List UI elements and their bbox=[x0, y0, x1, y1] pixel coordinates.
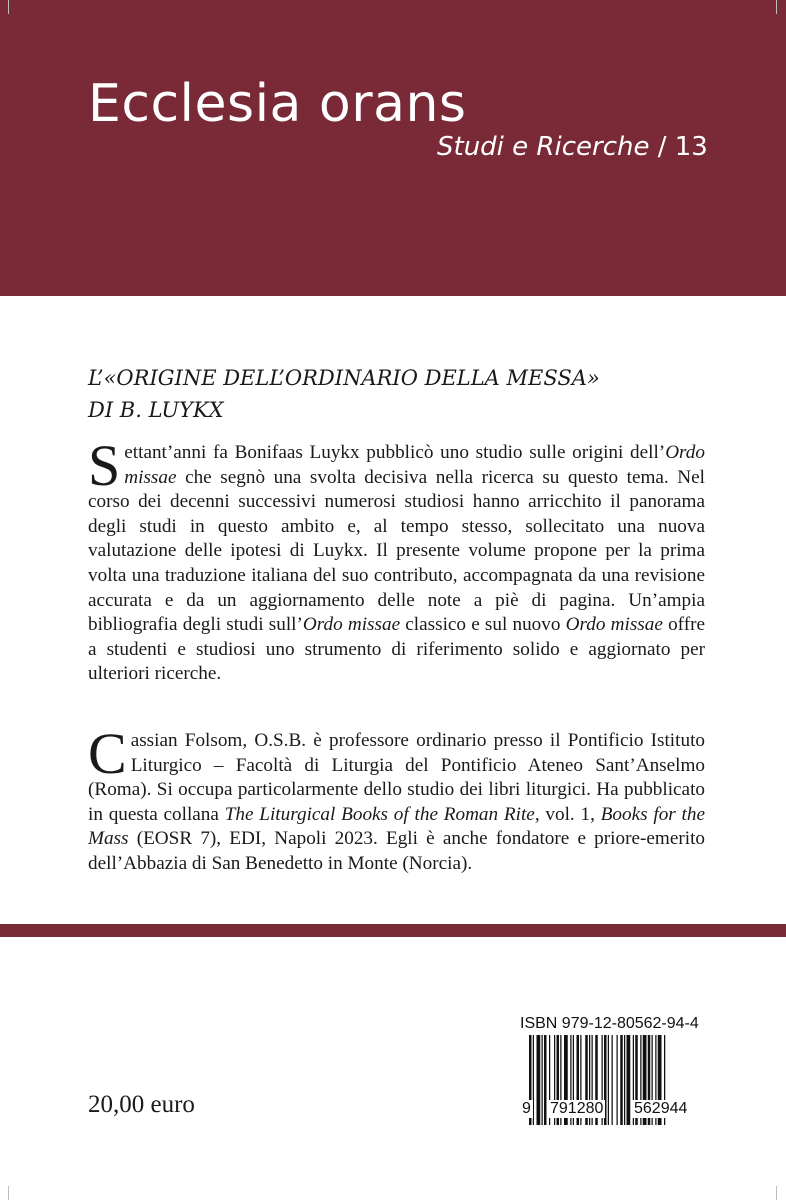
author-italic-2: Books for the Mass bbox=[88, 803, 705, 850]
isbn-label: ISBN 979-12-80562-94-4 bbox=[520, 1015, 699, 1032]
barcode-digits-left: 791280 bbox=[550, 1100, 604, 1117]
barcode-digit-first: 9 bbox=[522, 1100, 531, 1117]
series-number: 13 bbox=[674, 132, 708, 162]
blurb-italic-2: Ordo missae bbox=[302, 614, 401, 636]
blurb-text-1: ettant’anni fa Bonifaas Luykx pubblicò uno studio sulle origini dell’ bbox=[124, 442, 666, 463]
author-dropcap: C bbox=[88, 721, 127, 786]
price-label: 20,00 euro bbox=[88, 1091, 195, 1118]
bottom-color-rule bbox=[0, 924, 786, 937]
book-title bbox=[88, 362, 708, 426]
crop-mark bbox=[8, 1186, 9, 1200]
author-bio-paragraph bbox=[88, 721, 705, 877]
author-text-1: assian Folsom, O.S.B. è professore ordinario presso il Pontificio Istituto Liturgico – Facoltà di Liturgia del Pontificio Ateneo Sant’Anselmo (Roma). Si occupa particolarmente dello studio dei libri liturgici. Ha pubblicato in questa collana bbox=[88, 730, 705, 825]
blurb-text-3: classico e sul nuovo bbox=[400, 614, 566, 636]
author-italic-1: The Liturgical Books of the Roman Rite bbox=[224, 803, 535, 825]
series-separator: / bbox=[657, 132, 667, 162]
blurb-paragraph bbox=[88, 433, 705, 687]
series-title: Ecclesia orans bbox=[88, 74, 467, 134]
barcode-digits bbox=[520, 1100, 706, 1122]
barcode-digits-right: 562944 bbox=[634, 1100, 688, 1117]
author-text-3: (EOSR 7), EDI, Napoli 2023. Egli è anche fondatore e priore-emerito dell’Abbazia di San Benedetto in Monte (Norcia). bbox=[88, 828, 705, 874]
book-title-line-1: L’«ORIGINE DELL’ORDINARIO DELLA MESSA» bbox=[88, 366, 600, 390]
crop-mark bbox=[776, 0, 777, 14]
blurb-italic-3: Ordo missae bbox=[565, 614, 663, 636]
blurb-text-2: che segnò una svolta decisiva nella ricerca su questo tema. Nel corso dei decenni successivi numerosi studiosi hanno arricchito il panorama degli studi in questo ambito e, al tempo stesso, sollecitato una nuova valutazione delle ipotesi di Luykx. Il presente volume propone per la prima volta una traduzione italiana del suo contributo, accompagnata da una revisione accurata e da un aggiornamento delle note a piè di pagina. Un’ampia bibliografia degli studi sull’ bbox=[88, 466, 705, 636]
series-subtitle bbox=[437, 130, 708, 164]
book-title-line-2: DI B. LUYKX bbox=[88, 398, 224, 422]
series-subtitle-text: Studi e Ricerche bbox=[437, 132, 650, 162]
blurb-italic-1: Ordo missae bbox=[124, 442, 705, 488]
crop-mark bbox=[776, 1186, 777, 1200]
blurb-dropcap: S bbox=[88, 433, 121, 498]
author-text-2: , vol. 1, bbox=[534, 803, 601, 825]
crop-mark bbox=[8, 0, 9, 14]
blurb-text-4: offre a studenti e studiosi uno strumento di riferimento solido e aggiornato per ulteriori ricerche. bbox=[88, 614, 705, 685]
